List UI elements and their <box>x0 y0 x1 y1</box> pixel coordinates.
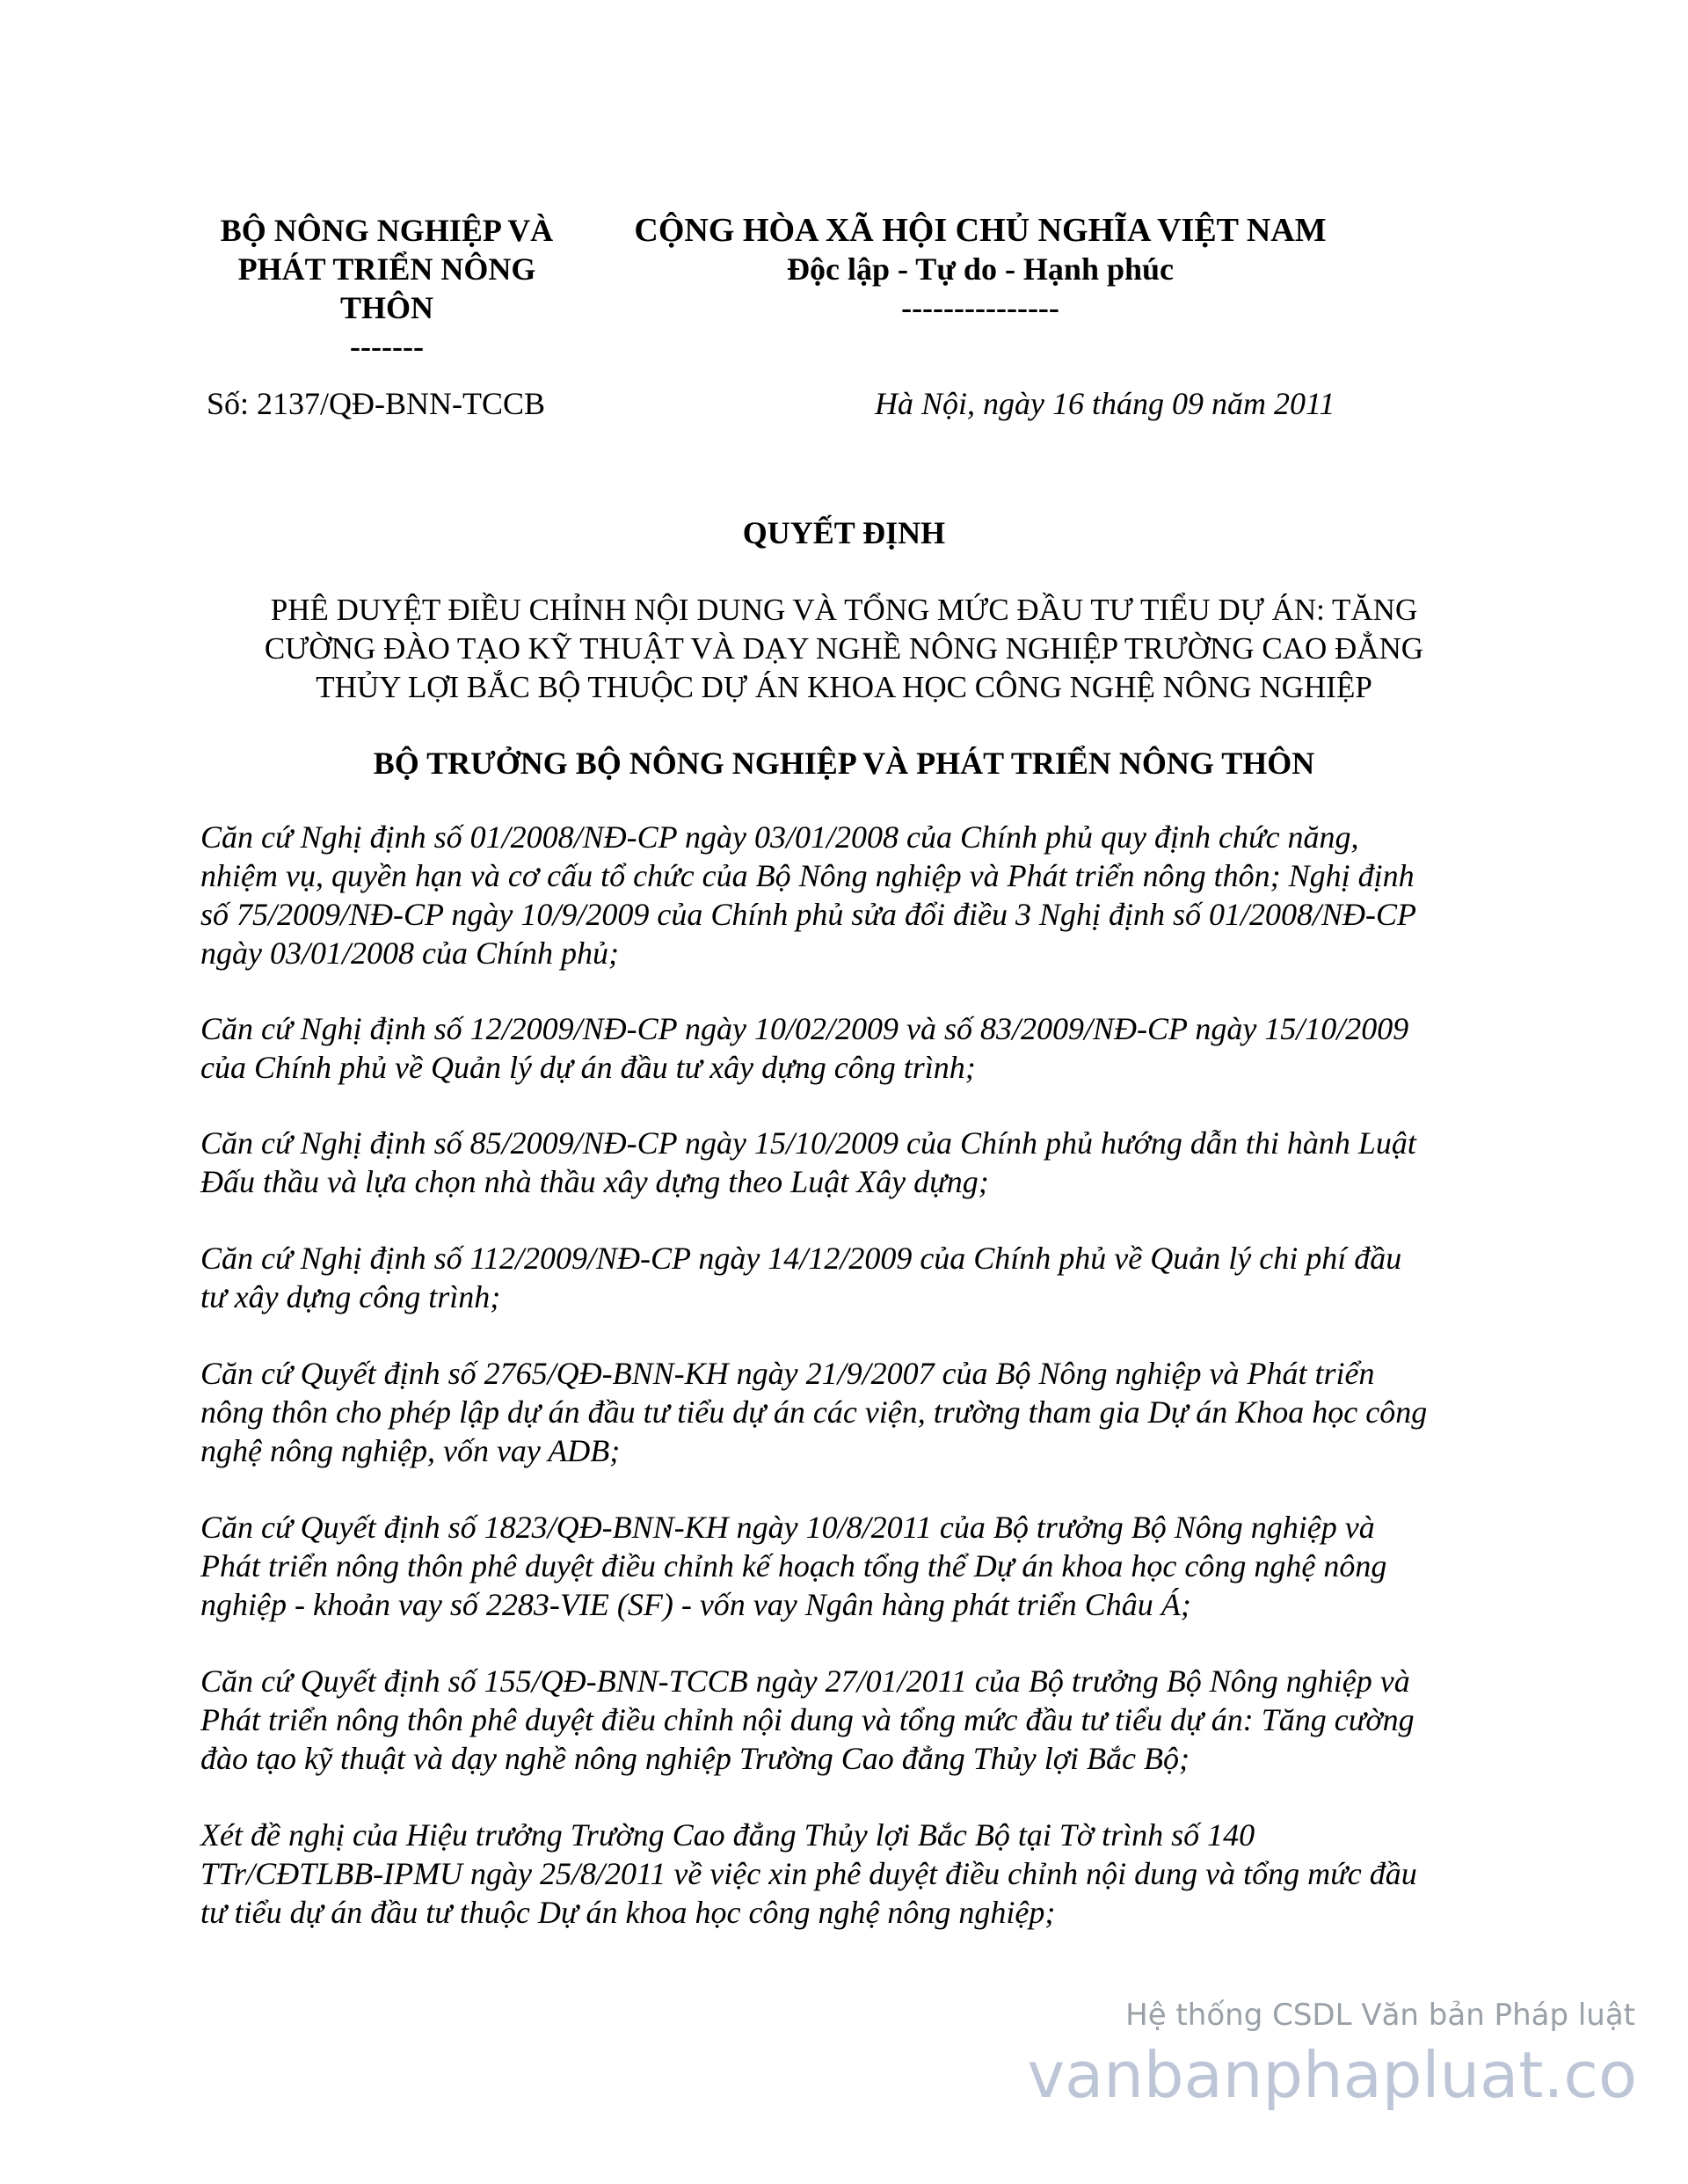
document-date: Hà Nội, ngày 16 tháng 09 năm 2011 <box>875 386 1335 421</box>
preamble-line: Phát triển nông thôn phê duyệt điều chỉnh kế hoạch tổng thể Dự án khoa học công nghệ nông <box>200 1548 1387 1583</box>
document-number: Số: 2137/QĐ-BNN-TCCB <box>207 386 546 421</box>
preamble-line: số 75/2009/NĐ-CP ngày 10/9/2009 của Chính phủ sửa đổi điều 3 Nghị định số 01/2008/NĐ-CP <box>200 897 1416 932</box>
preamble-line: Căn cứ Nghị định số 112/2009/NĐ-CP ngày 14/12/2009 của Chính phủ về Quản lý chi phí đầu <box>200 1241 1402 1276</box>
agency-divider: ------- <box>350 329 424 364</box>
preamble-line: Phát triển nông thôn phê duyệt điều chỉnh nội dung và tổng mức đầu tư tiểu dự án: Tăng cường <box>200 1702 1415 1737</box>
agency-line-3: THÔN <box>339 290 433 325</box>
preamble-paragraph <box>200 1662 1493 1778</box>
preamble-paragraph <box>200 1816 1493 1932</box>
preamble-paragraph <box>200 1009 1493 1087</box>
preamble-line: nông thôn cho phép lập dự án đầu tư tiểu dự án các viện, trường tham gia Dự án Khoa học công <box>200 1394 1428 1430</box>
subtitle-line-1: PHÊ DUYỆT ĐIỀU CHỈNH NỘI DUNG VÀ TỔNG MỨC ĐẦU TƯ TIỂU DỰ ÁN: TĂNG <box>270 593 1418 627</box>
preamble-line: Căn cứ Quyết định số 1823/QĐ-BNN-KH ngày 10/8/2011 của Bộ trưởng Bộ Nông nghiệp và <box>200 1510 1375 1545</box>
preamble-line: của Chính phủ về Quản lý dự án đầu tư xây dựng công trình; <box>200 1050 976 1085</box>
subtitle-line-3: THỦY LỢI BẮC BỘ THUỘC DỰ ÁN KHOA HỌC CÔNG NGHỆ NÔNG NGHIỆP <box>316 670 1372 704</box>
preamble-line: Căn cứ Nghị định số 12/2009/NĐ-CP ngày 10/02/2009 và số 83/2009/NĐ-CP ngày 15/10/2009 <box>200 1011 1409 1046</box>
preamble-paragraph <box>200 1124 1493 1201</box>
issuing-authority: BỘ TRƯỞNG BỘ NÔNG NGHIỆP VÀ PHÁT TRIỂN NÔNG THÔN <box>373 746 1315 781</box>
agency-line-2: PHÁT TRIỂN NÔNG <box>237 251 536 287</box>
nation-divider: --------------- <box>901 290 1059 325</box>
preamble-line: tư xây dựng công trình; <box>200 1279 501 1314</box>
watermark-site: vanbanphapluat.co <box>1027 2038 1637 2112</box>
preamble-paragraph <box>200 1239 1493 1316</box>
preamble-paragraph <box>200 1508 1493 1624</box>
issuing-agency <box>180 211 593 366</box>
preamble-line: Căn cứ Quyết định số 2765/QĐ-BNN-KH ngày 21/9/2007 của Bộ Nông nghiệp và Phát triển <box>200 1356 1375 1391</box>
nation-name: CỘNG HÒA XÃ HỘI CHỦ NGHĨA VIỆT NAM <box>634 212 1327 249</box>
subtitle-line-2: CƯỜNG ĐÀO TẠO KỸ THUẬT VÀ DẠY NGHỀ NÔNG NGHIỆP TRƯỜNG CAO ĐẲNG <box>264 631 1424 666</box>
national-header <box>607 211 1354 327</box>
preamble-line: Căn cứ Nghị định số 85/2009/NĐ-CP ngày 15/10/2009 của Chính phủ hướng dẫn thi hành Luật <box>200 1125 1416 1161</box>
preamble-line: tư tiểu dự án đầu tư thuộc Dự án khoa học công nghệ nông nghiệp; <box>200 1895 1056 1930</box>
document-title: QUYẾT ĐỊNH <box>742 515 946 550</box>
preamble-line: ngày 03/01/2008 của Chính phủ; <box>200 935 619 971</box>
national-motto: Độc lập - Tự do - Hạnh phúc <box>786 251 1175 287</box>
preamble-line: đào tạo kỹ thuật và dạy nghề nông nghiệp Trường Cao đẳng Thủy lợi Bắc Bộ; <box>200 1741 1190 1776</box>
preamble-paragraph <box>200 818 1493 972</box>
preamble-line: Căn cứ Nghị định số 01/2008/NĐ-CP ngày 03/01/2008 của Chính phủ quy định chức năng, <box>200 819 1359 855</box>
agency-line-1: BỘ NÔNG NGHIỆP VÀ <box>220 213 554 248</box>
preamble-line: Xét đề nghị của Hiệu trưởng Trường Cao đẳng Thủy lợi Bắc Bộ tại Tờ trình số 140 <box>200 1817 1255 1853</box>
preamble-line: Đấu thầu và lựa chọn nhà thầu xây dựng theo Luật Xây dựng; <box>200 1164 989 1199</box>
preamble-line: nghiệp - khoản vay số 2283-VIE (SF) - vốn vay Ngân hàng phát triển Châu Á; <box>200 1587 1191 1622</box>
preamble-line: Căn cứ Quyết định số 155/QĐ-BNN-TCCB ngày 27/01/2011 của Bộ trưởng Bộ Nông nghiệp và <box>200 1663 1410 1699</box>
watermark-caption: Hệ thống CSDL Văn bản Pháp luật <box>1125 1998 1635 2033</box>
preamble-line: nhiệm vụ, quyền hạn và cơ cấu tổ chức của Bộ Nông nghiệp và Phát triển nông thôn; Nghị định <box>200 858 1415 893</box>
preamble-line: TTr/CĐTLBB-IPMU ngày 25/8/2011 về việc xin phê duyệt điều chỉnh nội dung và tổng mức đầu <box>200 1856 1417 1891</box>
preamble-line: nghệ nông nghiệp, vốn vay ADB; <box>200 1433 621 1468</box>
document-subtitle <box>193 591 1495 707</box>
preamble-paragraph <box>200 1354 1493 1470</box>
